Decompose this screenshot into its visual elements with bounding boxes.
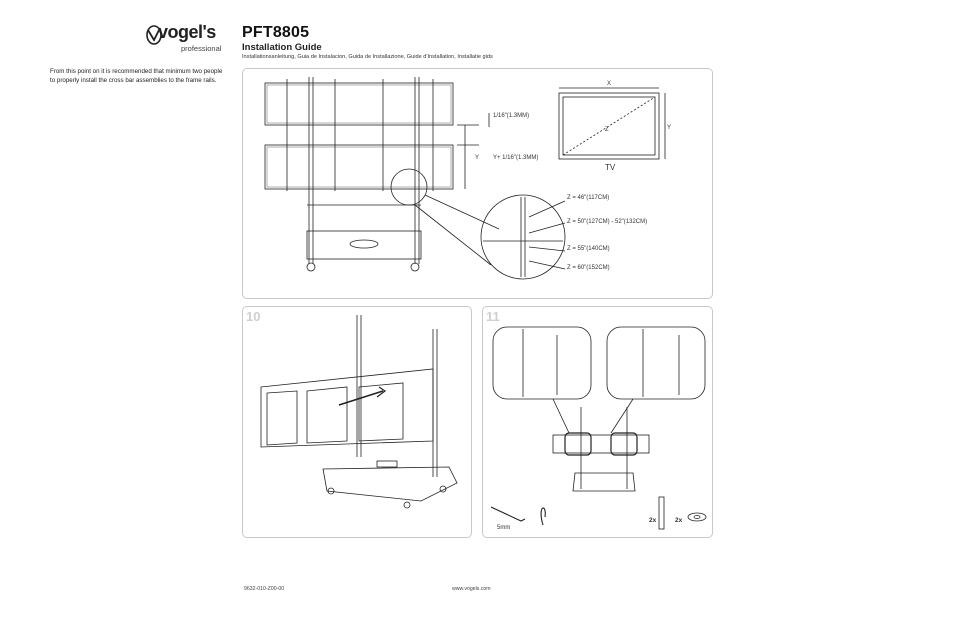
spacing-diagram-panel xyxy=(242,68,713,299)
brand-sub: professional xyxy=(181,44,222,53)
tool-size-label: 5mm xyxy=(497,525,511,531)
step-10-illustration xyxy=(243,307,471,537)
tv-caption: TV xyxy=(605,163,616,172)
size-60: Z = 60"(152CM) xyxy=(567,265,610,271)
tv-x-label: X xyxy=(607,81,612,87)
guide-subtitle: Installation Guide xyxy=(242,42,322,53)
size-55: Z = 55"(140CM) xyxy=(567,246,610,252)
step-number: 10 xyxy=(246,309,261,324)
gap-label: 1/16"(1.3MM) xyxy=(493,113,530,119)
size-46: Z = 46"(117CM) xyxy=(567,195,610,201)
washer-qty: 2x xyxy=(675,517,683,524)
y-label: Y xyxy=(475,155,480,161)
step-11-illustration xyxy=(483,307,712,537)
tv-z-label: Z xyxy=(605,127,609,133)
website-url[interactable]: www.vogels.com xyxy=(452,586,491,592)
size-50-52: Z = 50"(127CM) - 52"(132CM) xyxy=(567,219,648,225)
step-11-panel xyxy=(482,306,713,538)
brand-name: vogel's xyxy=(158,22,216,42)
language-list: Installationsanleitung, Guia de Instalacion, Guida de Installazione, Guide d'Installation, Installatie gids xyxy=(242,54,493,60)
frame-drawing xyxy=(243,69,712,298)
y-gap-label: Y+ 1/16"(1.3MM) xyxy=(493,155,539,161)
step-10-panel xyxy=(242,306,472,538)
document-code: 9632-010-Z00-00 xyxy=(244,586,285,592)
product-title: PFT8805 xyxy=(242,24,310,41)
tv-y-label: Y xyxy=(667,125,672,131)
intro-text: From this point on it is recommended that minimum two people to properly install the cross bar assemblies to the frame rails. xyxy=(50,68,223,84)
bolt-qty: 2x xyxy=(649,517,657,524)
step-number: 11 xyxy=(486,309,500,324)
